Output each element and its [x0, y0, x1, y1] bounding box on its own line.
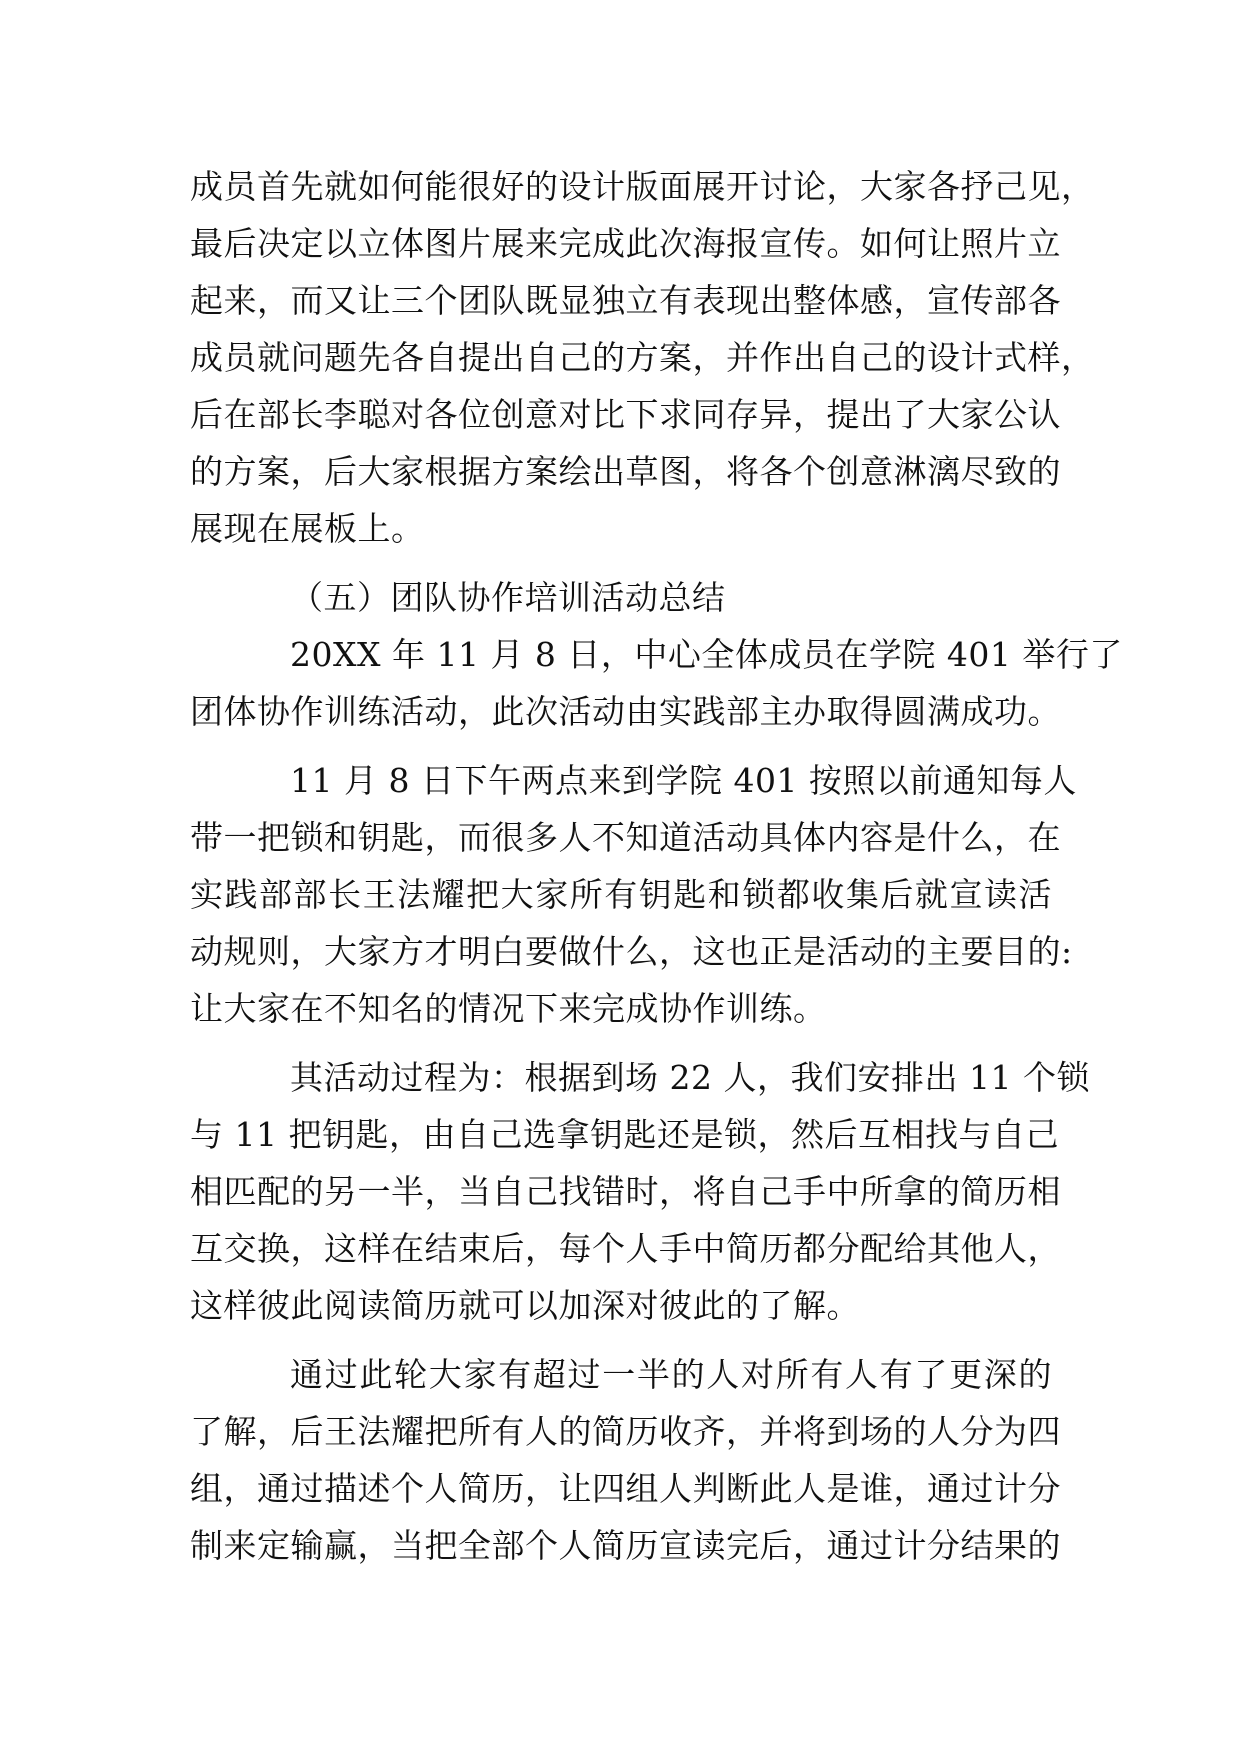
text-line: 组，通过描述个人简历，让四组人判断此人是谁，通过计分 — [190, 1469, 1061, 1508]
text-line: 最后决定以立体图片展来完成此次海报宣传。如何让照片立 — [190, 224, 1061, 263]
text-line: 这样彼此阅读简历就可以加深对彼此的了解。 — [190, 1286, 860, 1325]
paragraph-4 — [190, 1049, 1090, 1334]
text-line: 团体协作训练活动，此次活动由实践部主办取得圆满成功。 — [190, 692, 1061, 731]
text-line: 的方案，后大家根据方案绘出草图，将各个创意淋漓尽致的 — [190, 452, 1061, 491]
text-line: 20XX 年 11 月 8 日，中心全体成员在学院 401 举行了 — [290, 635, 1123, 674]
text-line: 相匹配的另一半，当自己找错时，将自己手中所拿的简历相 — [190, 1172, 1061, 1211]
heading-text: （五）团队协作培训活动总结 — [290, 578, 726, 617]
text-line: 与 11 把钥匙，由自己选拿钥匙还是锁，然后互相找与自己 — [190, 1115, 1059, 1154]
text-line: 实践部部长王法耀把大家所有钥匙和锁都收集后就宣读活 — [190, 875, 1052, 914]
paragraph-2 — [190, 626, 1123, 740]
text-line: 让大家在不知名的情况下来完成协作训练。 — [190, 989, 827, 1028]
text-line: 通过此轮大家有超过一半的人对所有人有了更深的 — [290, 1355, 1052, 1394]
document-body — [190, 158, 1123, 1574]
text-line: 成员首先就如何能很好的设计版面展开讨论，大家各抒己见， — [190, 167, 1095, 206]
paragraph-5 — [190, 1346, 1061, 1574]
text-line: 起来，而又让三个团队既显独立有表现出整体感，宣传部各 — [190, 281, 1061, 320]
text-line: 互交换，这样在结束后，每个人手中简历都分配给其他人， — [190, 1229, 1061, 1268]
text-line: 11 月 8 日下午两点来到学院 401 按照以前通知每人 — [290, 761, 1077, 800]
text-line: 展现在展板上。 — [190, 509, 425, 548]
paragraph-1 — [190, 158, 1095, 557]
text-line: 带一把锁和钥匙，而很多人不知道活动具体内容是什么，在 — [190, 818, 1061, 857]
text-line: 其活动过程为：根据到场 22 人，我们安排出 11 个锁 — [290, 1058, 1090, 1097]
text-line: 了解，后王法耀把所有人的简历收齐，并将到场的人分为四 — [190, 1412, 1061, 1451]
text-line: 制来定输赢，当把全部个人简历宣读完后，通过计分结果的 — [190, 1526, 1061, 1565]
section-heading — [190, 569, 1052, 626]
text-line: 成员就问题先各自提出自己的方案，并作出自己的设计式样， — [190, 338, 1095, 377]
text-line: 动规则，大家方才明白要做什么，这也正是活动的主要目的: — [190, 932, 1073, 971]
text-line: 后在部长李聪对各位创意对比下求同存异，提出了大家公认 — [190, 395, 1061, 434]
paragraph-3 — [190, 752, 1077, 1037]
